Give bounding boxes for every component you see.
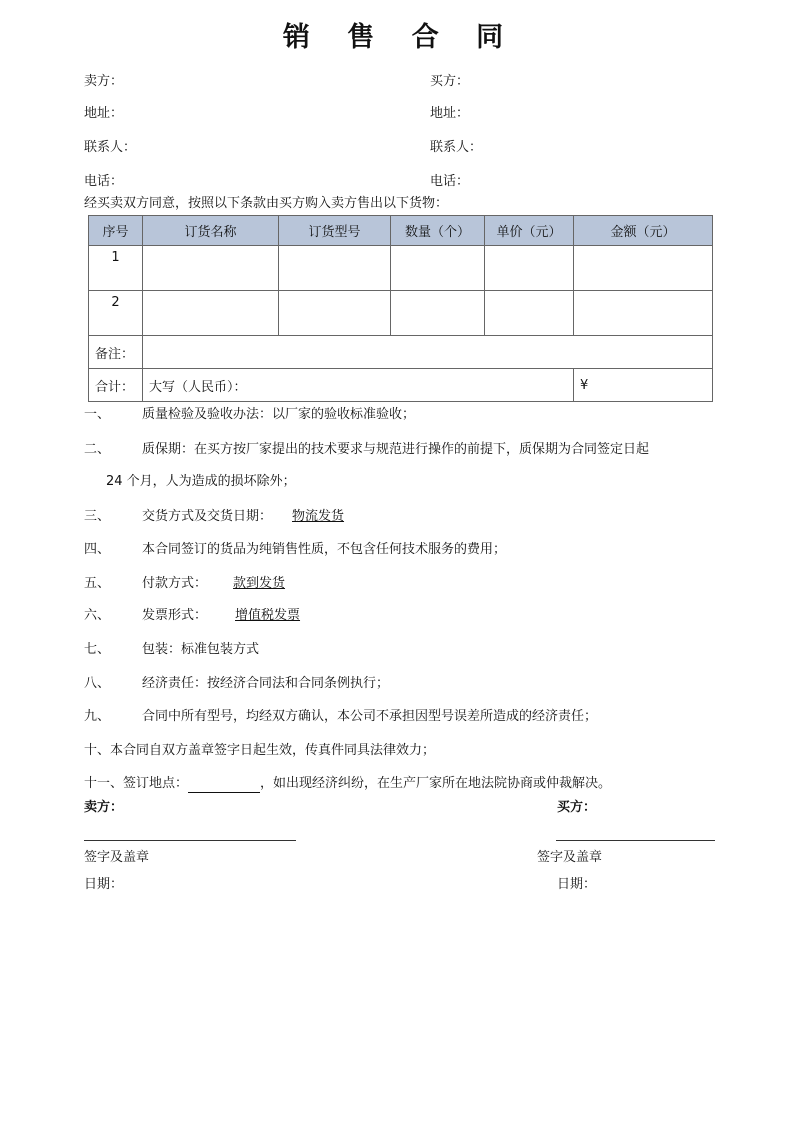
cell-name[interactable] xyxy=(143,246,279,291)
document-title: 销 售 合 同 xyxy=(282,22,518,53)
goods-table xyxy=(88,215,713,402)
buyer-label: 买方： xyxy=(430,74,470,89)
buyer-date-label: 日期： xyxy=(557,877,597,892)
total-row xyxy=(89,369,713,402)
clause-3: 三、 交货方式及交货日期： 物流发货 xyxy=(84,508,110,526)
buyer-signature-line[interactable] xyxy=(556,840,715,841)
seller-address-label: 地址： xyxy=(84,106,124,121)
header-index: 序号 xyxy=(89,216,143,246)
table-row xyxy=(89,246,713,291)
header-amount: 金额（元） xyxy=(574,216,713,246)
delivery-method-value[interactable]: 物流发货 xyxy=(292,509,345,524)
remark-label: 备注： xyxy=(89,336,143,369)
seller-signature-line[interactable] xyxy=(84,840,296,841)
remark-cell[interactable] xyxy=(143,336,713,369)
cell-unit-price[interactable] xyxy=(485,291,574,336)
seller-sign-seal-label: 签字及盖章 xyxy=(84,850,150,865)
table-header-row xyxy=(89,216,713,246)
clause-2: 二、 质保期：在买方按厂家提出的技术要求与规范进行操作的前提下，质保期为合同签定日起 xyxy=(84,442,650,457)
table-row xyxy=(89,291,713,336)
total-label: 合计： xyxy=(89,369,143,402)
cell-quantity[interactable] xyxy=(391,291,485,336)
header-model: 订货型号 xyxy=(279,216,391,246)
clause-9: 九、 合同中所有型号，均经双方确认，本公司不承担因型号误差所造成的经济责任； xyxy=(84,709,598,724)
header-quantity: 数量（个） xyxy=(391,216,485,246)
buyer-sign-seal-label: 签字及盖章 xyxy=(537,850,603,865)
clause-6: 六、 发票形式： 增值税发票 xyxy=(84,607,110,625)
cell-unit-price[interactable] xyxy=(485,246,574,291)
cell-index: 1 xyxy=(89,246,143,291)
signature-buyer-label: 买方： xyxy=(557,800,597,815)
cell-name[interactable] xyxy=(143,291,279,336)
remark-row xyxy=(89,336,713,369)
total-words-cell[interactable]: 大写（人民币）： xyxy=(143,369,574,402)
header-unit-price: 单价（元） xyxy=(485,216,574,246)
cell-amount[interactable] xyxy=(574,246,713,291)
intro-text: 经买卖双方同意，按照以下条款由买方购入卖方售出以下货物： xyxy=(84,196,449,211)
cell-model[interactable] xyxy=(279,246,391,291)
clause-10: 十、本合同自双方盖章签字日起生效，传真件同具法律效力； xyxy=(84,743,436,758)
header-name: 订货名称 xyxy=(143,216,279,246)
clause-2-continued: 24 个月，人为造成的损坏除外； xyxy=(106,474,296,489)
buyer-phone-label: 电话： xyxy=(430,174,470,189)
clause-7: 七、 包装：标准包装方式 xyxy=(84,642,260,657)
seller-label: 卖方： xyxy=(84,74,124,89)
signing-location-blank[interactable] xyxy=(188,778,260,793)
clause-4: 四、 本合同签订的货品为纯销售性质，不包含任何技术服务的费用； xyxy=(84,542,507,557)
seller-contact-label: 联系人： xyxy=(84,140,137,155)
cell-amount[interactable] xyxy=(574,291,713,336)
cell-model[interactable] xyxy=(279,291,391,336)
cell-index: 2 xyxy=(89,291,143,336)
payment-method-value[interactable]: 款到发货 xyxy=(233,576,286,591)
signature-seller-label: 卖方： xyxy=(84,800,124,815)
seller-phone-label: 电话： xyxy=(84,174,124,189)
cell-quantity[interactable] xyxy=(391,246,485,291)
clause-1: 一、 质量检验及验收办法：以厂家的验收标准验收； xyxy=(84,407,416,422)
clause-8: 八、 经济责任：按经济合同法和合同条例执行； xyxy=(84,676,390,691)
clause-11: 十一、签订地点： ，如出现经济纠纷，在生产厂家所在地法院协商或仲裁解决。 xyxy=(84,776,612,791)
buyer-address-label: 地址： xyxy=(430,106,470,121)
total-amount-cell[interactable]: ¥ xyxy=(574,369,713,402)
seller-date-label: 日期： xyxy=(84,877,124,892)
buyer-contact-label: 联系人： xyxy=(430,140,483,155)
clause-5: 五、 付款方式： 款到发货 xyxy=(84,575,110,593)
invoice-type-value[interactable]: 增值税发票 xyxy=(235,608,301,623)
